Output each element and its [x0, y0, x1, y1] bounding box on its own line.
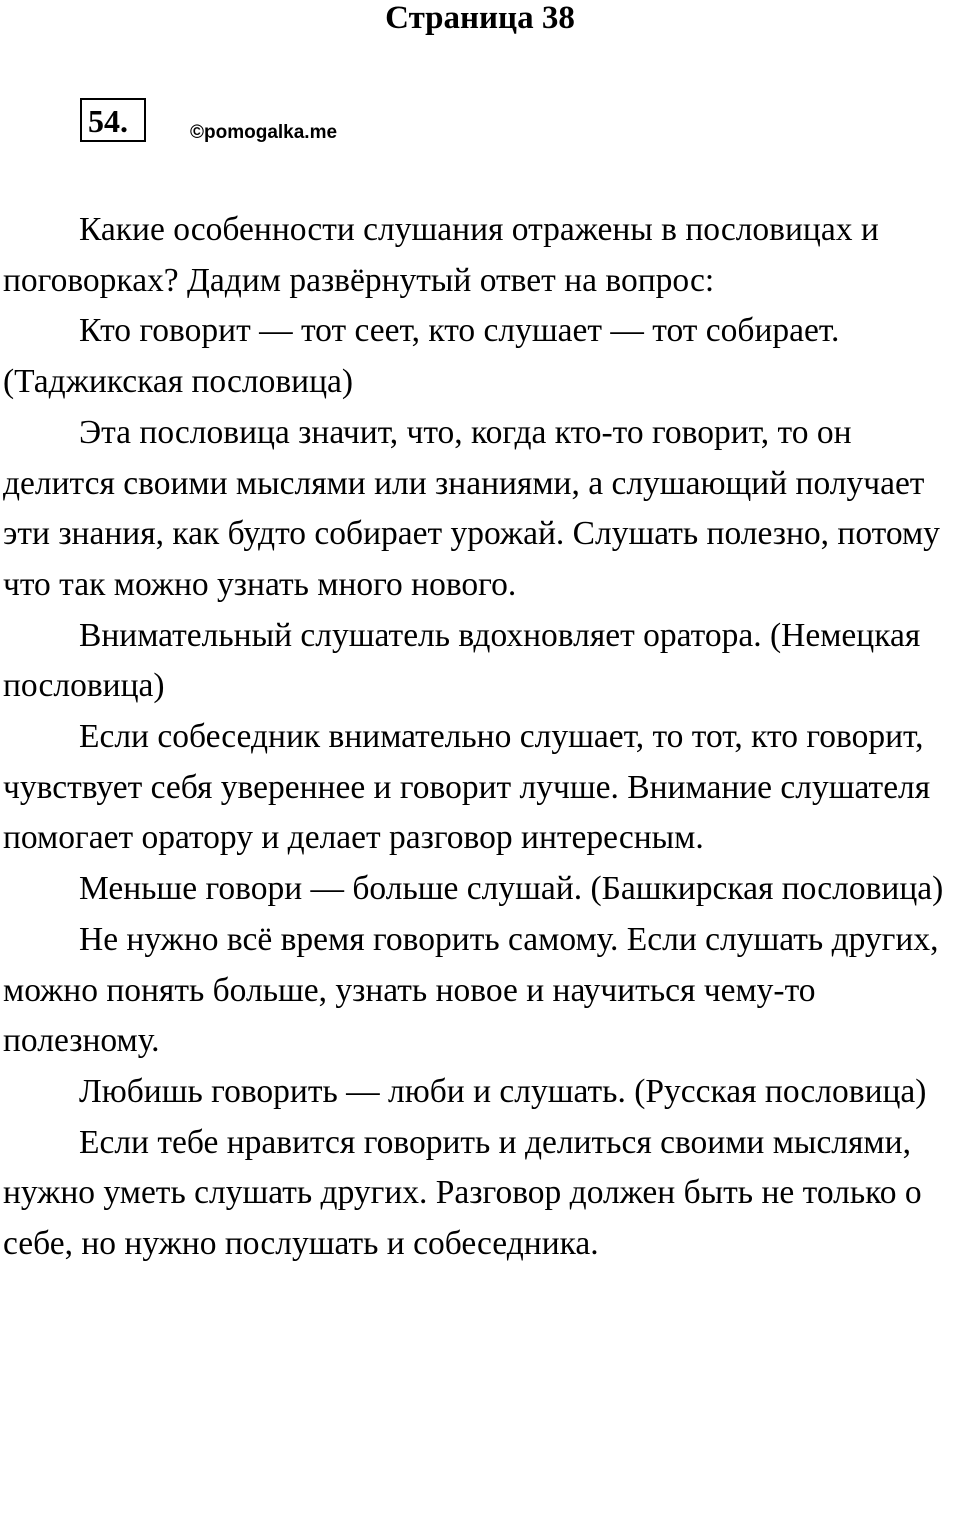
- paragraph-explanation-bashkir: Не нужно всё время говорить самому. Если слушать других, можно понять больше, узнать новое и научиться чему-то полезному.: [3, 920, 939, 1060]
- paragraph-proverb-bashkir: Меньше говори — больше слушай. (Башкирская пословица): [79, 870, 944, 908]
- task-number-box: [80, 98, 146, 142]
- paragraph-explanation-russian: Если тебе нравится говорить и делиться своими мыслями, нужно уметь слушать других. Разговор должен быть не только о себе, но нужно послушать и собеседника.: [3, 1123, 922, 1263]
- answer-text: [3, 205, 955, 1270]
- task-number: 54.: [88, 103, 128, 139]
- paragraph-explanation-german: Если собеседник внимательно слушает, то тот, кто говорит, чувствует себя увереннее и говорит лучше. Внимание слушателя помогает оратору и делает разговор интересным.: [3, 718, 931, 857]
- page-title: Страница 38: [385, 0, 575, 36]
- paragraph-proverb-russian: Любишь говорить — люби и слушать. (Русская пословица): [79, 1072, 927, 1110]
- watermark: ©pomogalka.me: [190, 122, 338, 143]
- paragraph-explanation-tajik: Эта пословица значит, что, когда кто-то говорит, то он делится своими мыслями или знаниями, а слушающий получает эти знания, как будто собирает урожай. Слушать полезно, потому что так можно узнать много нового.: [3, 413, 940, 603]
- paragraph-question: Какие особенности слушания отражены в пословицах и поговорках? Дадим развёрнутый ответ на вопрос:: [3, 211, 879, 299]
- paragraph-proverb-german: Внимательный слушатель вдохновляет оратора. (Немецкая пословица): [3, 616, 921, 705]
- paragraph-proverb-tajik: Кто говорит — тот сеет, кто слушает — тот собирает. (Таджикская пословица): [3, 312, 840, 401]
